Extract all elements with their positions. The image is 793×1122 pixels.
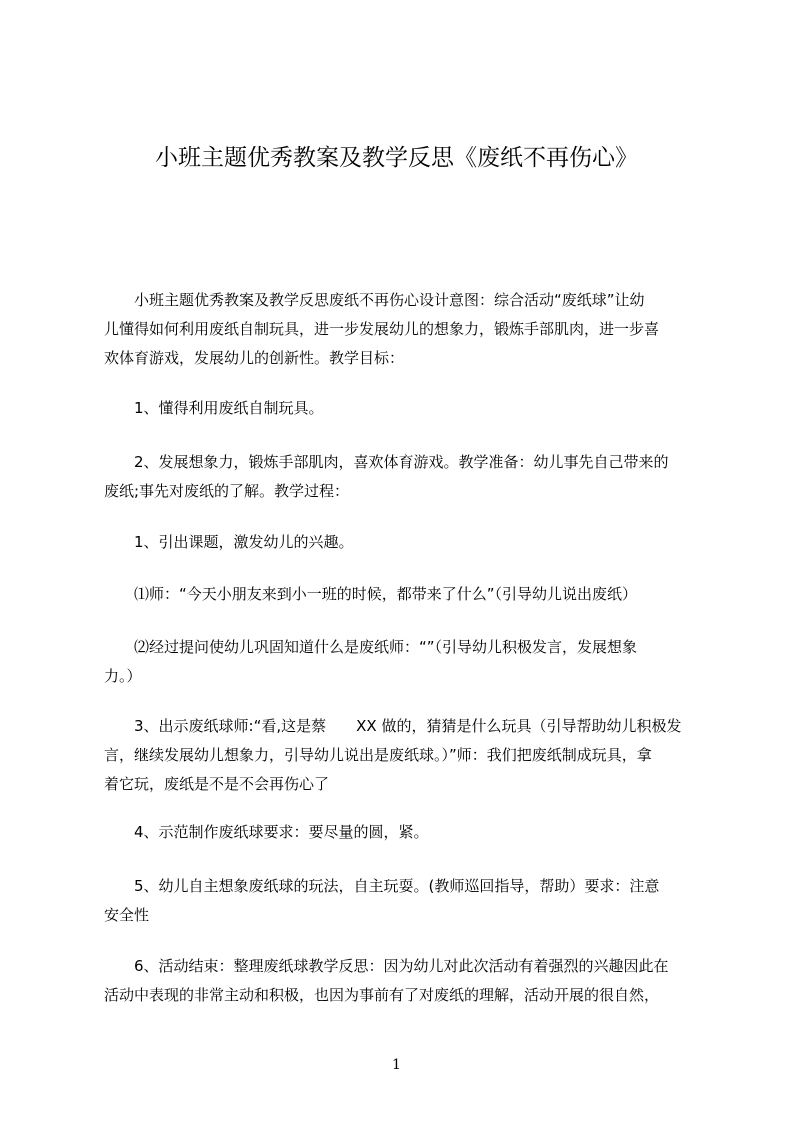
paragraph-line: 言，继续发展幼儿想象力，引导幼儿说出是废纸球。）”师：我们把废纸制成玩具，拿 xyxy=(104,746,652,764)
paragraph-line: 小班主题优秀教案及教学反思废纸不再伤心设计意图：综合活动“废纸球”让幼 xyxy=(104,291,645,309)
paragraph-line: 活动中表现的非常主动和积极，也因为事前有了对废纸的理解，活动开展的很自然， xyxy=(104,986,660,1004)
paragraph-line: 3、出示废纸球师:“看,这是蔡 XX 做的，猜猜是什么玩具（引导帮助幼儿积极发 xyxy=(104,717,682,735)
paragraph-line: ⑵经过提问使幼儿巩固知道什么是废纸师：“”（引导幼儿积极发言，发展想象 xyxy=(104,638,638,656)
paragraph-line: 6、活动结束：整理废纸球教学反思：因为幼儿对此次活动有着强烈的兴趣因此在 xyxy=(104,957,669,975)
paragraph-line: 欢体育游戏，发展幼儿的创新性。教学目标： xyxy=(104,349,405,367)
paragraph-line: 儿懂得如何利用废纸自制玩具，进一步发展幼儿的想象力，锻炼手部肌肉，进一步喜 xyxy=(104,320,660,338)
paragraph-line: 1、懂得利用废纸自制玩具。 xyxy=(104,399,324,417)
paragraph-goal-2 xyxy=(104,448,704,506)
paragraph-goal-1 xyxy=(104,394,704,423)
paragraph-step-6 xyxy=(104,952,704,1010)
paragraph-line: 安全性 xyxy=(104,906,150,924)
paragraph-step-3 xyxy=(104,712,704,799)
paragraph-design-intent xyxy=(104,286,704,373)
paragraph-step-1-2 xyxy=(104,633,704,691)
paragraph-step-1 xyxy=(104,528,704,557)
page-number: 1 xyxy=(392,1057,401,1073)
paragraph-line: 废纸;事先对废纸的了解。教学过程： xyxy=(104,482,350,500)
paragraph-line: 5、幼儿自主想象废纸球的玩法，自主玩耍。(教师巡回指导，帮助）要求：注意 xyxy=(104,877,660,895)
paragraph-step-1-1 xyxy=(104,580,704,609)
paragraph-step-4 xyxy=(104,818,704,847)
paragraph-line: 着它玩，废纸是不是不会再伤心了 xyxy=(104,775,330,793)
paragraph-step-5 xyxy=(104,872,704,930)
document-title: 小班主题优秀教案及教学反思《废纸不再伤心》 xyxy=(155,145,638,171)
paragraph-line: 2、发展想象力，锻炼手部肌肉，喜欢体育游戏。教学准备：幼儿事先自己带来的 xyxy=(104,453,669,471)
paragraph-line: ⑴师：“今天小朋友来到小一班的时候，都带来了什么”（引导幼儿说出废纸） xyxy=(104,585,638,603)
paragraph-line: 1、引出课题，激发幼儿的兴趣。 xyxy=(104,533,354,551)
paragraph-line: 4、示范制作废纸球要求：要尽量的圆，紧。 xyxy=(104,823,429,841)
paragraph-line: 力。） xyxy=(104,667,142,685)
